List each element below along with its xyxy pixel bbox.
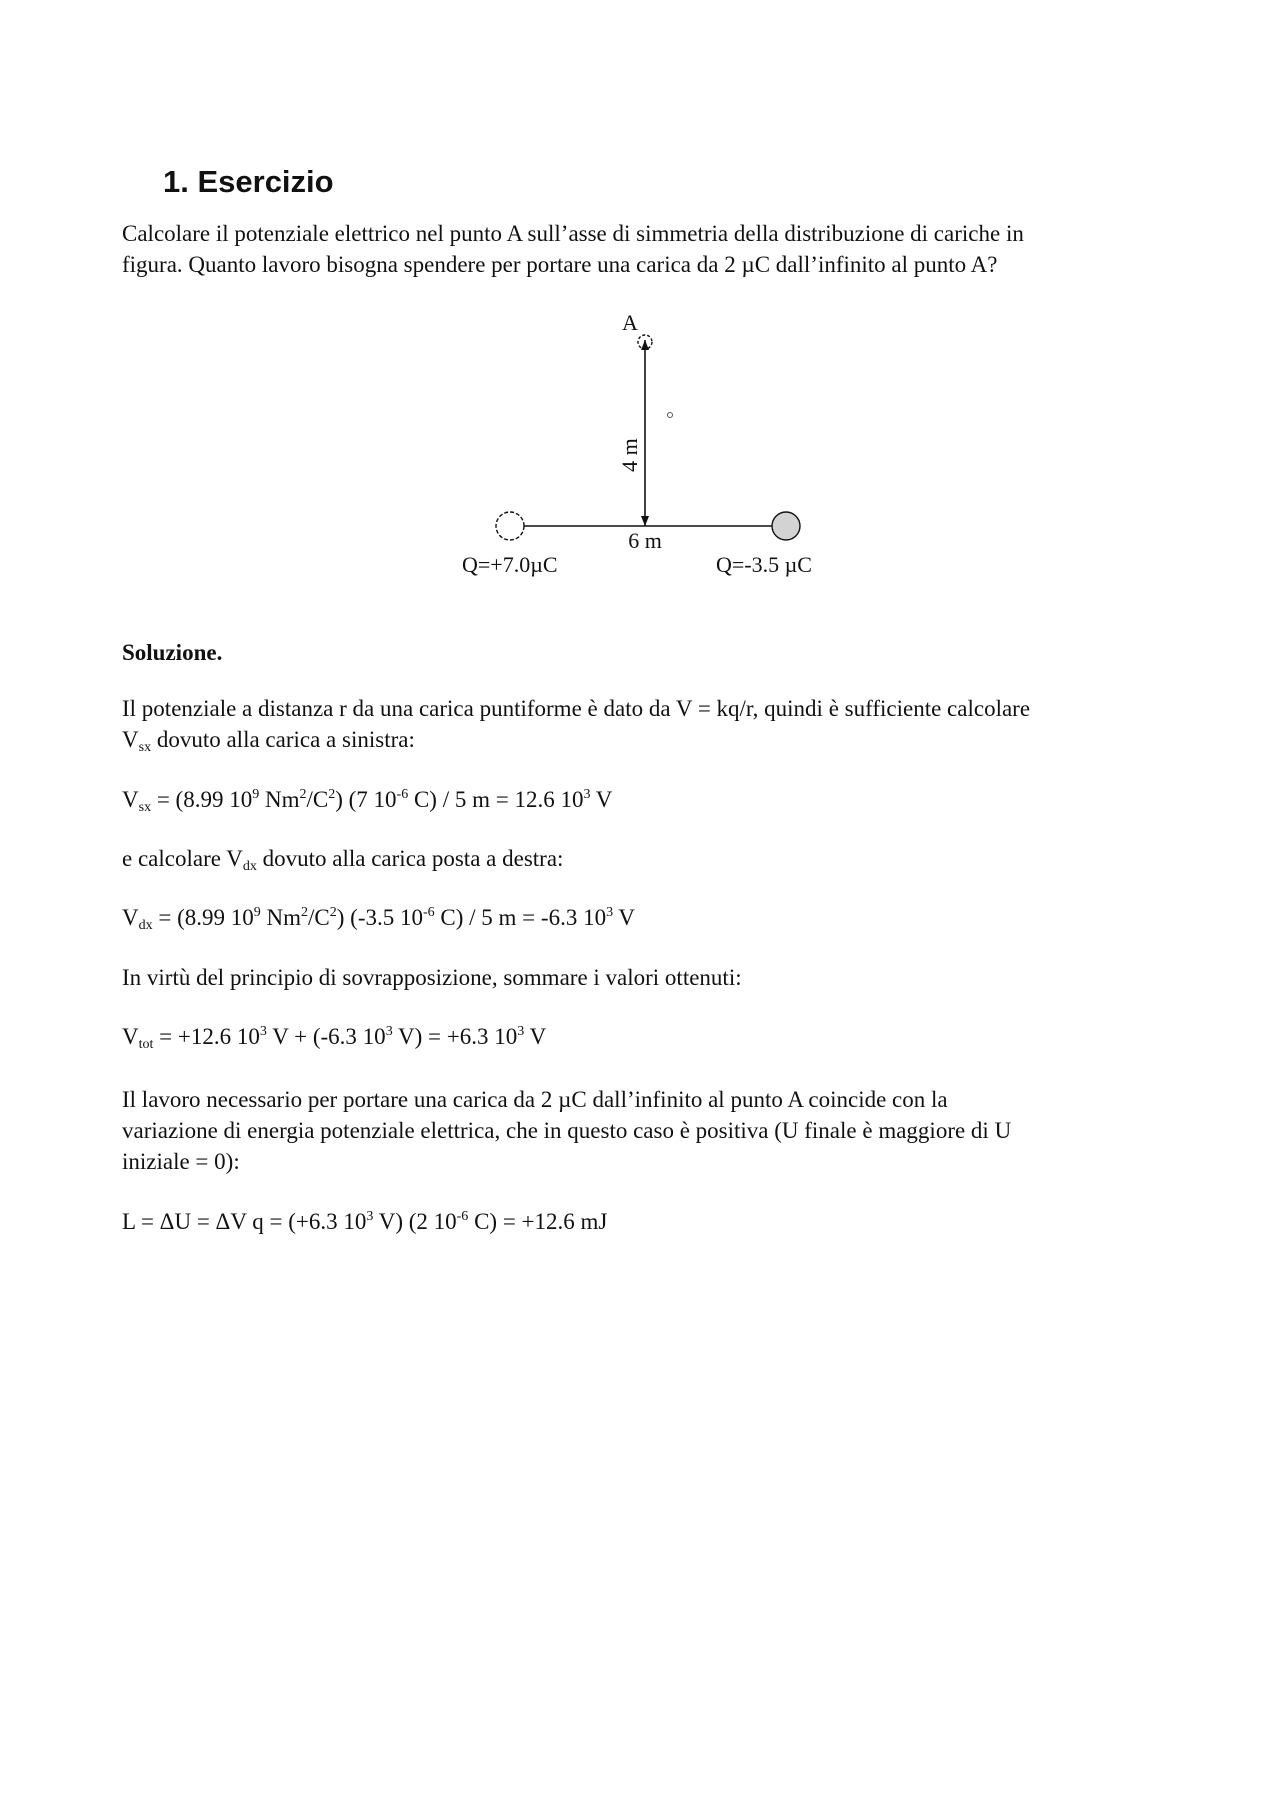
eq-dx-v: V <box>122 905 139 930</box>
figure-svg <box>440 310 860 580</box>
exercise-heading: 1. Esercizio <box>163 164 334 199</box>
work-line-3: iniziale = 0): <box>122 1149 240 1174</box>
equation-v-dx <box>122 902 635 933</box>
eq-tot-part-g: V <box>524 1024 547 1049</box>
text-dx-sub: dx <box>242 859 257 874</box>
eq-dx-exp-f: 2 <box>329 905 337 920</box>
eq-dx-part-c: Nm <box>260 905 302 930</box>
eq-dx-part-k: V <box>613 905 636 930</box>
solution-intro-line-1: Il potenziale a distanza r da una carica puntiforme è dato da V = kq/r, quindi è sufficiente calcolare <box>122 696 1031 721</box>
equation-v-sx <box>122 784 612 815</box>
eq-tot-v: V <box>122 1024 139 1049</box>
eq-dx-part-e: /C <box>308 905 330 930</box>
eq-sx-exp-h: -6 <box>396 787 409 802</box>
horizontal-distance-label: 6 m <box>628 528 662 553</box>
vertical-distance-label: 4 m <box>617 438 642 472</box>
charge-distribution-figure <box>440 310 860 580</box>
eq-tot-sub: tot <box>138 1037 154 1052</box>
eq-sx-v: V <box>122 787 139 812</box>
work-paragraph <box>122 1084 1164 1177</box>
eq-dx-exp-j: 3 <box>606 905 614 920</box>
vertical-arrowhead-bottom <box>641 516 649 526</box>
problem-statement <box>122 218 1164 280</box>
right-charge-label: Q=-3.5 µC <box>716 552 812 577</box>
eq-sx-part-e: /C <box>306 787 329 812</box>
v-symbol: V <box>122 727 139 752</box>
eq-dx-part-i: C) / 5 m = -6.3 10 <box>434 905 607 930</box>
eq-dx-sub: dx <box>138 918 153 933</box>
eq-sx-sub: sx <box>138 800 152 815</box>
eq-tot-exp-f: 3 <box>517 1024 525 1039</box>
solution-intro <box>122 693 1164 755</box>
eq-tot-part-c: V + (-6.3 10 <box>266 1024 386 1049</box>
superposition-text: In virtù del principio di sovrapposizione, sommare i valori ottenuti: <box>122 965 742 990</box>
point-a-label: A <box>622 310 638 335</box>
text-dx-post: dovuto alla carica posta a destra: <box>256 846 564 871</box>
eq-tot-part-a: = +12.6 10 <box>153 1024 260 1049</box>
eq-sx-part-k: V <box>590 787 613 812</box>
left-charge-label: Q=+7.0µC <box>462 552 558 577</box>
right-charge-circle <box>772 512 800 540</box>
eq-dx-exp-d: 2 <box>301 905 309 920</box>
eq-dx-part-a: = (8.99 10 <box>152 905 254 930</box>
problem-line-2: figura. Quanto lavoro bisogna spendere per portare una carica da 2 µC dall’infinito al punto A? <box>122 252 998 277</box>
eq-sx-exp-b: 9 <box>252 787 260 802</box>
eq-sx-part-g: ) (7 10 <box>335 787 397 812</box>
solution-title: Soluzione. <box>122 640 223 665</box>
eq-work-exp-b: 3 <box>366 1209 374 1224</box>
eq-sx-part-i: C) / 5 m = 12.6 10 <box>408 787 584 812</box>
problem-line-1: Calcolare il potenziale elettrico nel punto A sull’asse di simmetria della distribuzione di cariche in <box>122 221 1024 246</box>
eq-tot-exp-b: 3 <box>259 1024 267 1039</box>
solution-intro-line-2: dovuto alla carica a sinistra: <box>151 727 415 752</box>
eq-dx-exp-h: -6 <box>422 905 435 920</box>
eq-work-exp-d: -6 <box>456 1209 469 1224</box>
small-dot-marker <box>668 413 673 418</box>
eq-sx-part-a: = (8.99 10 <box>151 787 253 812</box>
equation-v-tot <box>122 1021 546 1052</box>
work-line-2: variazione di energia potenziale elettrica, che in questo caso è positiva (U finale è maggiore di U <box>122 1118 1012 1143</box>
text-v-dx <box>122 843 563 874</box>
equation-work <box>122 1206 607 1237</box>
eq-work-part-c: V) (2 10 <box>373 1209 457 1234</box>
eq-sx-exp-f: 2 <box>328 787 336 802</box>
v-subscript: sx <box>138 740 152 755</box>
eq-sx-exp-j: 3 <box>583 787 591 802</box>
left-charge-circle <box>496 512 524 540</box>
eq-tot-part-e: V) = +6.3 10 <box>392 1024 518 1049</box>
work-line-1: Il lavoro necessario per portare una carica da 2 µC dall’infinito al punto A coincide con la <box>122 1087 948 1112</box>
eq-work-part-a: L = ΔU = ΔV q = (+6.3 10 <box>122 1209 367 1234</box>
eq-work-part-e: C) = +12.6 mJ <box>468 1209 608 1234</box>
eq-sx-part-c: Nm <box>259 787 300 812</box>
eq-dx-exp-b: 9 <box>253 905 261 920</box>
text-dx-pre: e calcolare V <box>122 846 243 871</box>
eq-dx-part-g: ) (-3.5 10 <box>336 905 423 930</box>
eq-tot-exp-d: 3 <box>385 1024 393 1039</box>
eq-sx-exp-d: 2 <box>299 787 307 802</box>
